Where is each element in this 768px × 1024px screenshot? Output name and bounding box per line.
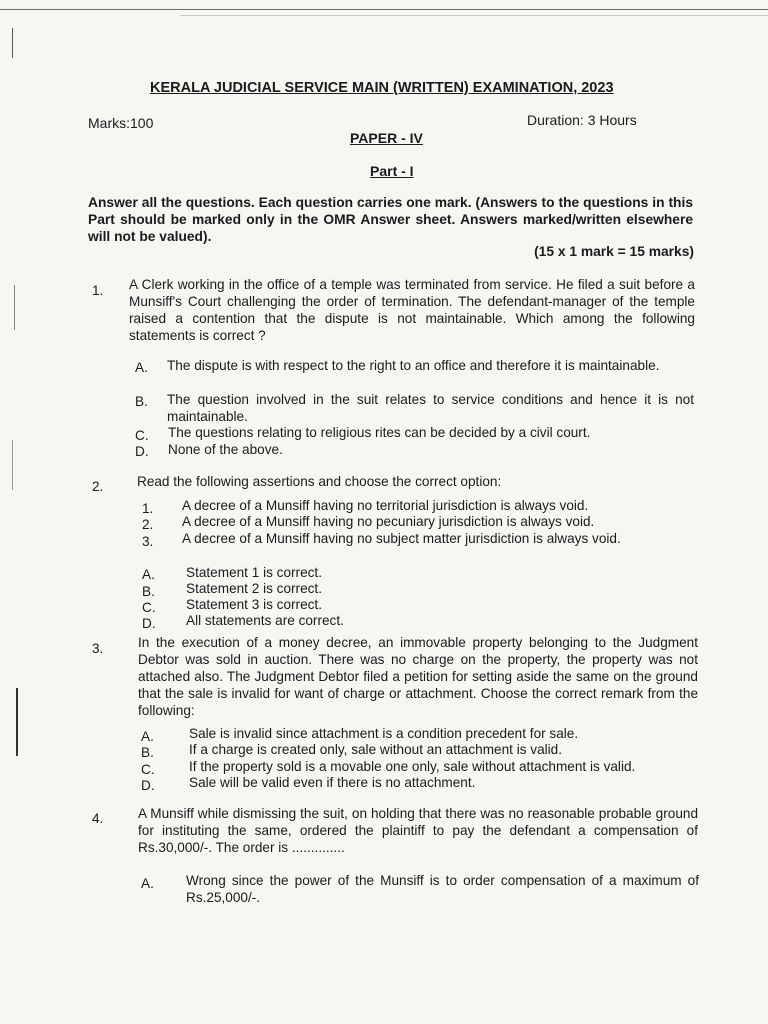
statement-text: A decree of a Munsiff having no subject matter jurisdiction is always void. xyxy=(182,531,621,546)
scan-margin-mark xyxy=(16,688,18,756)
statement-text: A decree of a Munsiff having no pecuniary jurisdiction is always void. xyxy=(182,514,595,529)
option-label: C. xyxy=(142,600,156,615)
marks-scheme: (15 x 1 mark = 15 marks) xyxy=(534,244,694,259)
scan-margin-mark xyxy=(14,285,15,330)
statement-text: A decree of a Munsiff having no territorial jurisdiction is always void. xyxy=(182,498,589,513)
option-text: If a charge is created only, sale without an attachment is valid. xyxy=(189,742,563,757)
scan-margin-mark xyxy=(12,440,13,490)
total-marks: Marks:100 xyxy=(88,115,154,131)
option-label: A. xyxy=(141,876,154,891)
scan-edge-line-secondary xyxy=(180,15,768,16)
option-text: If the property sold is a movable one only, sale without attachment is valid. xyxy=(189,759,636,774)
scan-edge-line xyxy=(0,9,768,10)
option-label: D. xyxy=(142,616,156,631)
option-text: All statements are correct. xyxy=(186,613,344,628)
option-label: C. xyxy=(141,762,155,777)
paper-number: PAPER - IV xyxy=(350,130,423,146)
question-text: In the execution of a money decree, an immovable property belonging to the Judgment Debtor was sold in auction. There was no charge on the property, the property was not attached also. The Judgment Debtor filed a petition for setting aside the same on the ground that the sale is invalid for want of charge or attachment. Choose the correct remark from the following: xyxy=(138,635,698,718)
exam-duration: Duration: 3 Hours xyxy=(527,112,637,128)
option-label: A. xyxy=(135,360,148,375)
scan-margin-mark xyxy=(12,28,13,58)
question-number: 1. xyxy=(92,283,104,298)
instructions-text: Answer all the questions. Each question carries one mark. (Answers to the questions in this Part should be marked only in the OMR Answer sheet. Answers marked/written elsewhere will not be valued). xyxy=(88,195,693,244)
option-text: Sale is invalid since attachment is a condition precedent for sale. xyxy=(189,726,579,741)
question-number: 3. xyxy=(92,641,104,656)
question-number: 2. xyxy=(92,479,104,494)
part-heading: Part - I xyxy=(370,163,414,179)
option-text: The dispute is with respect to the right to an office and therefore it is maintainable. xyxy=(167,358,660,373)
option-text: None of the above. xyxy=(168,442,283,457)
option-label: D. xyxy=(135,444,149,459)
option-label: B. xyxy=(135,394,148,409)
option-label: B. xyxy=(141,745,154,760)
option-text: Sale will be valid even if there is no attachment. xyxy=(189,775,476,790)
option-text: The question involved in the suit relates to service conditions and hence it is not maintainable. xyxy=(167,392,694,424)
option-label: B. xyxy=(142,584,155,599)
option-text: The questions relating to religious rites can be decided by a civil court. xyxy=(168,425,591,440)
question-text: A Munsiff while dismissing the suit, on holding that there was no reasonable probable ground for instituting the same, ordered the plaintiff to pay the defendant a compensation of Rs.30,000/-. The order is .............. xyxy=(138,806,698,855)
question-text: A Clerk working in the office of a temple was terminated from service. He filed a suit before a Munsiff's Court challenging the order of termination. The defendant-manager of the temple raised a contention that the dispute is not maintainable. Which among the following statements is correct ? xyxy=(129,277,695,343)
option-label: A. xyxy=(141,729,154,744)
option-text: Statement 2 is correct. xyxy=(186,581,322,596)
option-label: C. xyxy=(135,428,149,443)
statement-label: 2. xyxy=(142,517,154,532)
question-text: Read the following assertions and choose the correct option: xyxy=(137,474,502,489)
option-label: D. xyxy=(141,778,155,793)
option-text: Statement 1 is correct. xyxy=(186,565,322,580)
statement-label: 3. xyxy=(142,534,154,549)
option-label: A. xyxy=(142,567,155,582)
option-text: Statement 3 is correct. xyxy=(186,597,322,612)
question-number: 4. xyxy=(92,811,104,826)
statement-label: 1. xyxy=(142,501,154,516)
exam-title: KERALA JUDICIAL SERVICE MAIN (WRITTEN) EXAMINATION, 2023 xyxy=(150,80,614,96)
option-text: Wrong since the power of the Munsiff is to order compensation of a maximum of Rs.25,000/-. xyxy=(186,873,699,905)
